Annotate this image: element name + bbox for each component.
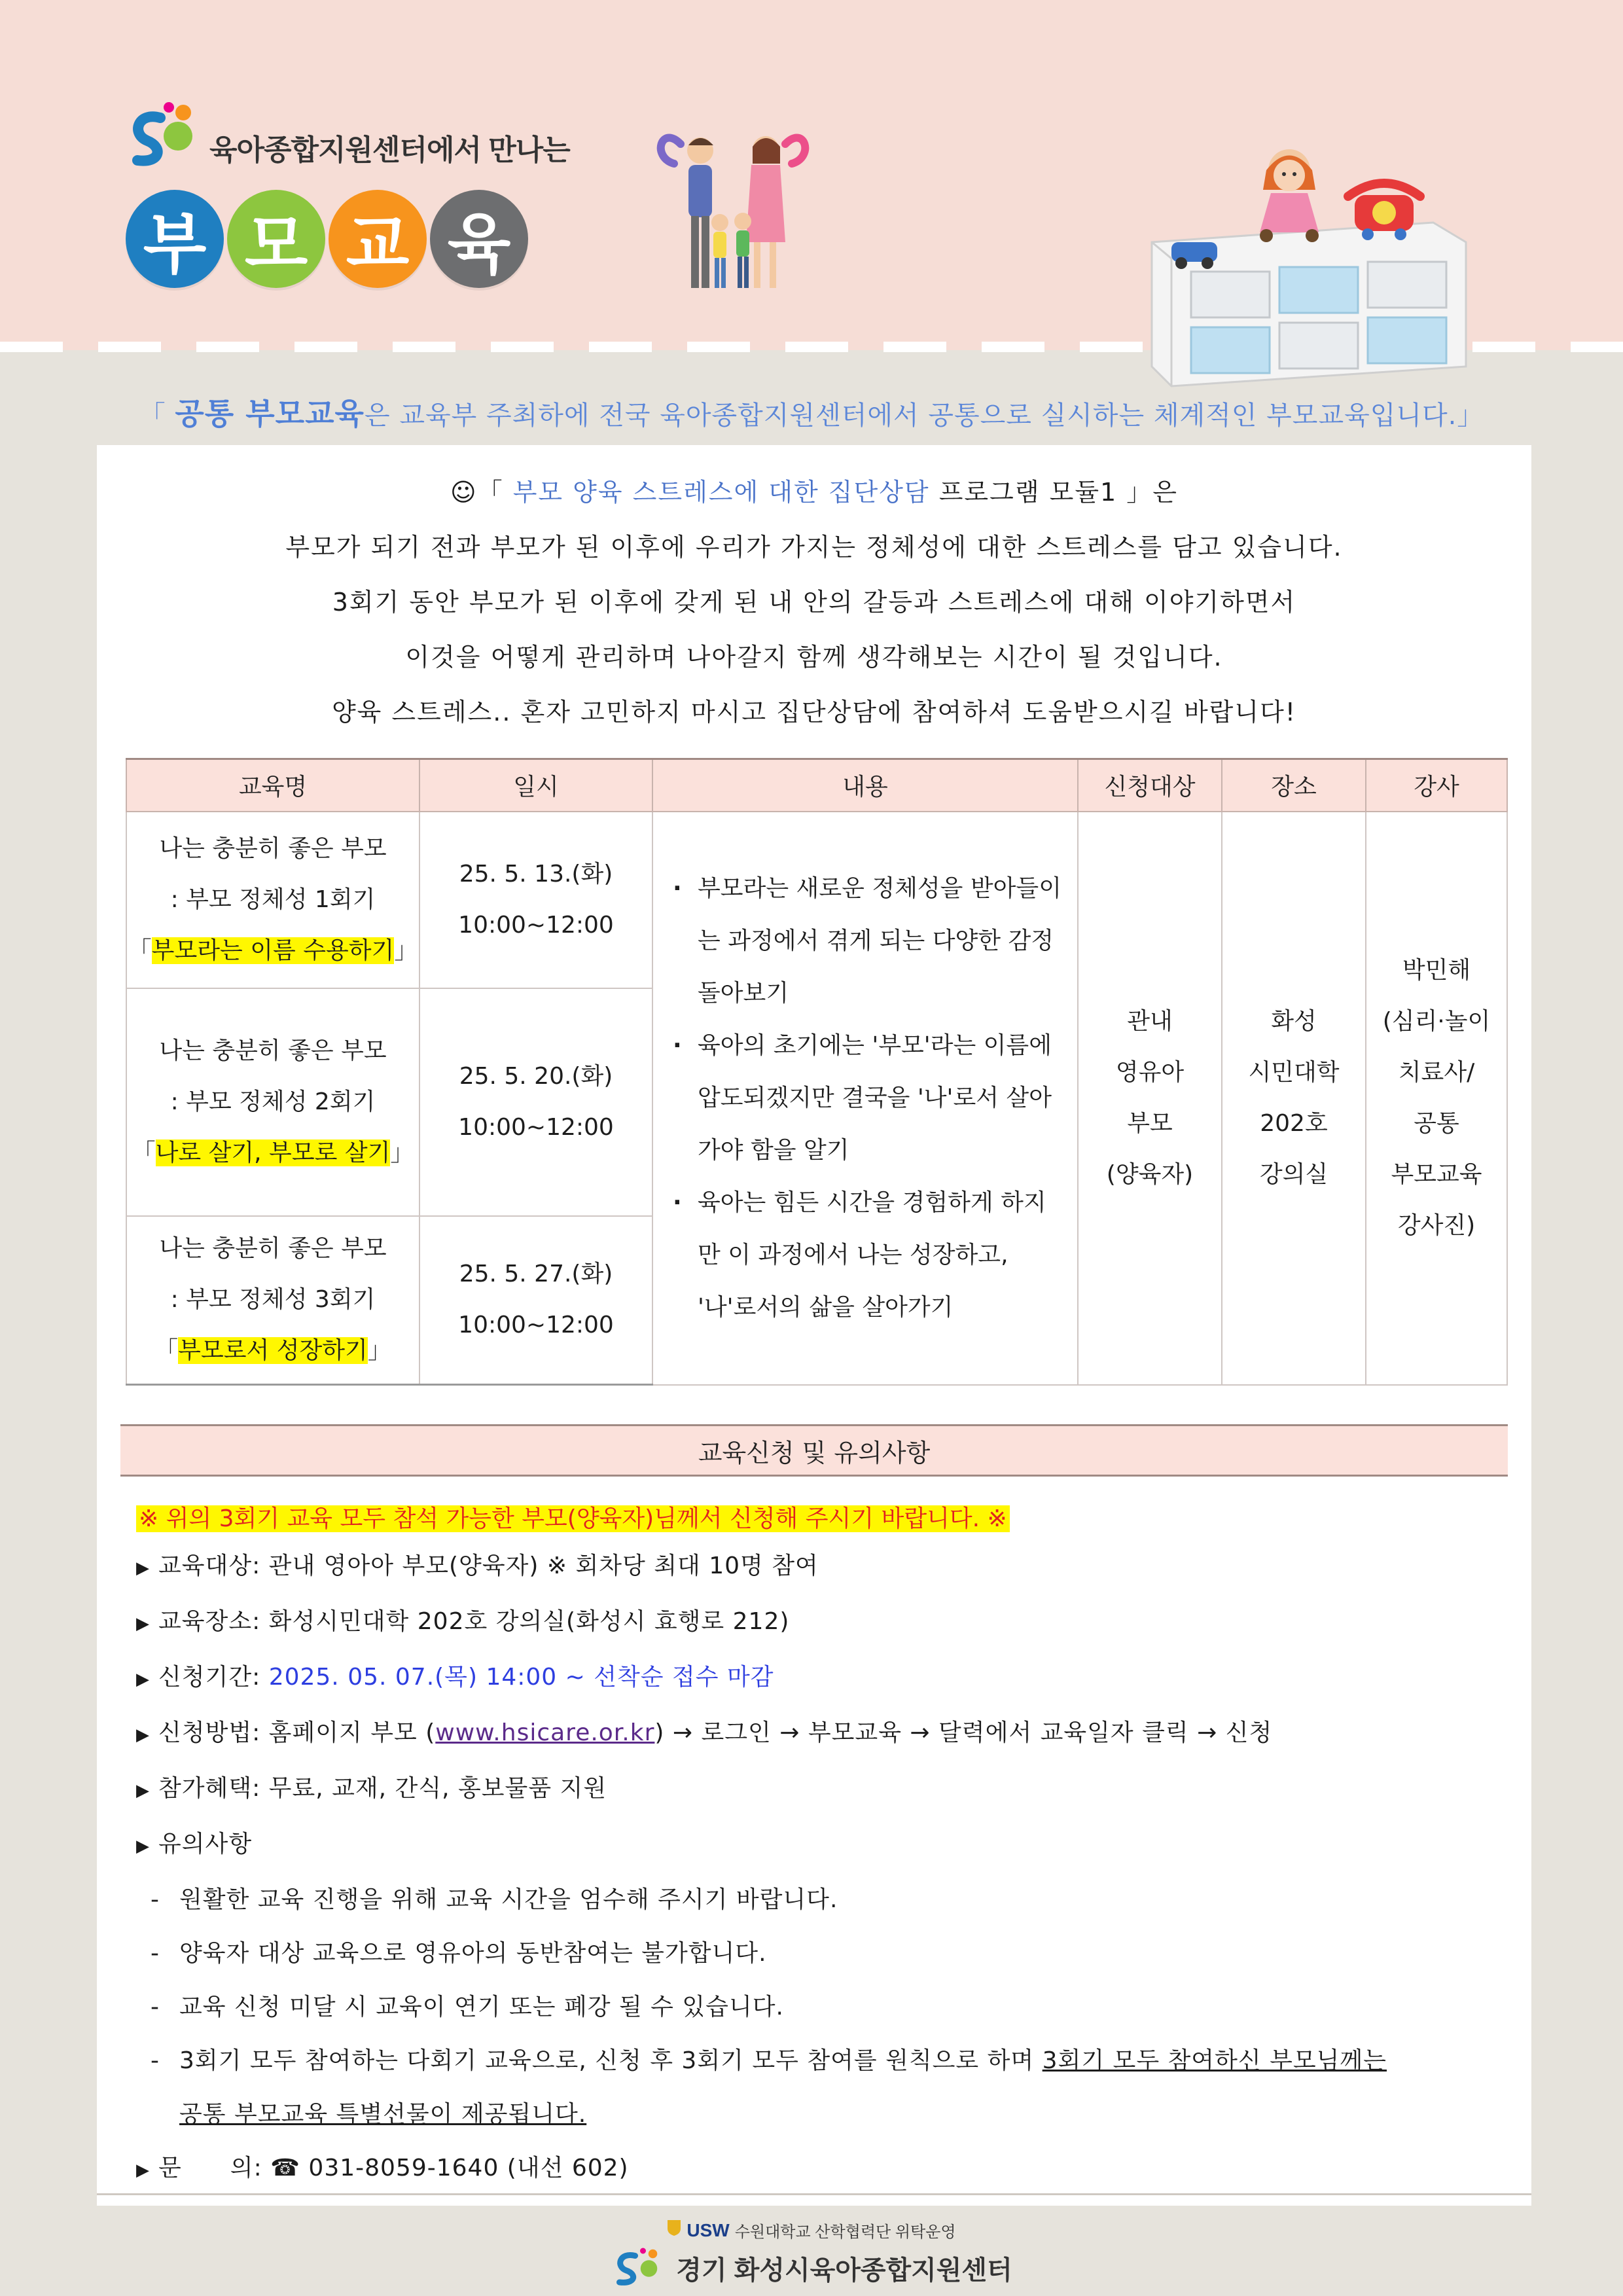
toy-shelf-illustration [1132, 144, 1472, 395]
instructor-line: 박민해 [1402, 956, 1471, 984]
session-name-cell [126, 812, 419, 988]
note-text: 3회기 모두 참여하는 다회기 교육으로, 신청 후 3회기 모두 참여를 원칙으로 하며 [179, 2047, 1043, 2074]
header-band [0, 0, 1623, 350]
place-line: 시민대학 [1248, 1058, 1340, 1086]
session-highlight: 부모로서 성장하기 [178, 1337, 368, 1365]
intro-open: 「 [139, 401, 175, 431]
session-subtitle [127, 925, 419, 977]
table-row [126, 812, 1507, 988]
instructor-line: (심리·놀이 [1382, 1007, 1491, 1035]
content-item: · 육아의 초기에는 '부모'라는 이름에 압도되겠지만 결국을 '나'로서 살아가야 함을 알기 [670, 1020, 1063, 1177]
column-header-date: 일시 [419, 759, 652, 812]
lead-line-1 [97, 465, 1531, 520]
bullet-triangle-icon: ▶ [136, 1725, 150, 1745]
session-highlight: 부모라는 이름 수용하기 [151, 937, 395, 964]
session-name-line: 나는 충분히 좋은 부모 [159, 1235, 387, 1263]
header-subtitle: 육아종합지원센터에서 만나는 [209, 134, 570, 166]
note-text: 양육자 대상 교육으로 영유아의 동반참여는 불가합니다. [179, 1940, 767, 1967]
session-date: 25. 5. 20.(화) [459, 1062, 613, 1090]
note-item: - 양육자 대상 교육으로 영유아의 동반참여는 불가합니다. [151, 1940, 767, 1967]
instructor-line: 부모교육 [1391, 1160, 1482, 1188]
family-illustration [654, 118, 812, 304]
info-label: 문 의 [158, 2155, 254, 2181]
info-place [136, 1595, 1504, 1651]
bracket-open: 「 [132, 1139, 156, 1166]
info-contact [136, 2142, 1504, 2197]
info-label: 유의사항 [158, 1831, 253, 1857]
footer-affiliation [0, 2219, 1623, 2242]
warning-text: ※ 위의 3회기 교육 모두 참석 가능한 부모(양육자)님께서 신청해 주시기 바랍니다. ※ [136, 1505, 1010, 1532]
footer [0, 2219, 1623, 2289]
center-logo-icon [611, 2247, 669, 2289]
info-period [136, 1651, 1504, 1706]
target-line: 부모 [1127, 1109, 1173, 1137]
title-char-3: 교 [329, 190, 427, 288]
session-subtitle [127, 1128, 419, 1179]
bracket-close: 」 [390, 1139, 414, 1166]
bracket-close: 」 [367, 1337, 391, 1365]
lead-line-1-suffix: 프로그램 모듈1 」은 [929, 478, 1179, 507]
session-time: 10:00~12:00 [458, 1312, 614, 1339]
column-header-target: 신청대상 [1078, 759, 1222, 812]
info-value: : 무료, 교재, 간식, 홍보물품 지원 [252, 1775, 607, 1802]
title-char-4: 육 [430, 190, 528, 288]
lead-line-5: 양육 스트레스.. 혼자 고민하지 마시고 집단상담에 참여하셔 도움받으시길 바랍니다! [331, 698, 1297, 726]
university-shield-icon [667, 2219, 681, 2241]
session-name-cell [126, 1216, 419, 1385]
session-date: 25. 5. 27.(화) [459, 1261, 613, 1288]
bullet-triangle-icon: ▶ [136, 2161, 150, 2180]
brand-row [124, 98, 570, 170]
bullet-triangle-icon: ▶ [136, 1670, 150, 1689]
bullet-triangle-icon: ▶ [136, 1558, 150, 1578]
program-title: 부모 양육 스트레스에 대한 집단상담 [512, 478, 930, 507]
main-card [97, 445, 1531, 2206]
info-benefit [136, 1762, 1504, 1818]
session-time: 10:00~12:00 [458, 1113, 614, 1141]
instructor-line: 강사진) [1397, 1211, 1476, 1239]
info-label: 교육대상 [158, 1552, 253, 1579]
session-date: 25. 5. 13.(화) [459, 860, 613, 888]
lead-line-1-prefix: ☺「 [450, 478, 513, 507]
bullet-triangle-icon: ▶ [136, 1781, 150, 1801]
instructor-line: 공통 [1414, 1109, 1459, 1137]
header-title [126, 190, 531, 288]
bracket-open: 「 [154, 1337, 179, 1365]
section-title: 교육신청 및 유의사항 [120, 1424, 1508, 1477]
content-item: · 부모라는 새로운 정체성을 받아들이는 과정에서 겪게 되는 다양한 감정 돌아보기 [670, 863, 1063, 1020]
note-item: - 3회기 모두 참여하는 다회기 교육으로, 신청 후 3회기 모두 참여를 원칙으로 하며 3회기 모두 참여하신 부모님께는 [151, 2047, 1387, 2074]
info-method [136, 1706, 1504, 1762]
note-underlined-text: 공통 부모교육 특별선물이 제공됩니다. [179, 2101, 587, 2128]
session-highlight: 나로 살기, 부모로 살기 [155, 1139, 391, 1166]
note-text: 교육 신청 미달 시 교육이 연기 또는 폐강 될 수 있습니다. [179, 1994, 784, 2020]
info-value: ) → 로그인 → 부모교육 → 달력에서 교육일자 클릭 → 신청 [654, 1719, 1273, 1746]
note-item: - 교육 신청 미달 시 교육이 연기 또는 폐강 될 수 있습니다. [151, 1994, 784, 2020]
session-name-line: : 부모 정체성 1회기 [170, 886, 376, 913]
session-datetime-cell [419, 812, 652, 988]
card-divider [97, 2193, 1531, 2195]
session-name-line: 나는 충분히 좋은 부모 [159, 834, 387, 862]
column-header-name: 교육명 [126, 759, 419, 812]
info-value: : 홈페이지 부모 ( [252, 1719, 436, 1746]
info-label: 참가혜택 [158, 1775, 253, 1802]
homepage-link[interactable]: www.hsicare.or.kr [435, 1719, 655, 1746]
session-time: 10:00~12:00 [458, 911, 614, 939]
info-value: : 관내 영아아 부모(양육자) ※ 회차당 최대 10명 참여 [252, 1552, 819, 1579]
info-value: : ☎ 031-8059-1640 (내선 602) [253, 2155, 629, 2181]
info-value: 2025. 05. 07.(목) 14:00 ~ 선착순 접수 마감 [268, 1664, 774, 1691]
info-target [136, 1539, 1504, 1595]
center-logo-icon [124, 98, 203, 170]
session-name-line: : 부모 정체성 3회기 [170, 1286, 376, 1314]
target-line: (양육자) [1106, 1160, 1194, 1188]
instructor-line: 치료사/ [1398, 1058, 1475, 1086]
schedule-table [126, 758, 1508, 1386]
lead-line-2: 부모가 되기 전과 부모가 된 이후에 우리가 가지는 정체성에 대한 스트레스를 담고 있습니다. [285, 533, 1343, 562]
bracket-close: 」 [394, 937, 418, 964]
content-cell [652, 812, 1078, 1385]
column-header-place: 장소 [1222, 759, 1366, 812]
bullet-triangle-icon: ▶ [136, 1614, 150, 1634]
intro-rest: 은 교육부 주최하에 전국 육아종합지원센터에서 공통으로 실시하는 체계적인 부모교육입니다.」 [364, 401, 1484, 431]
info-label: 신청기간 [158, 1664, 253, 1691]
place-line: 강의실 [1259, 1160, 1329, 1188]
footer-center [0, 2247, 1623, 2289]
intro-highlight: 공통 부모교육 [175, 396, 365, 431]
session-name-line: 나는 충분히 좋은 부모 [159, 1037, 387, 1064]
info-notes-heading [136, 1818, 1504, 1873]
place-cell [1222, 812, 1366, 1385]
lead-line-4: 이것을 어떻게 관리하며 나아갈지 함께 생각해보는 시간이 될 것입니다. [405, 643, 1223, 672]
place-line: 202호 [1260, 1109, 1328, 1137]
title-char-2: 모 [227, 190, 325, 288]
session-subtitle [127, 1325, 419, 1376]
column-header-content: 내용 [652, 759, 1078, 812]
target-line: 관내 [1127, 1007, 1173, 1035]
instructor-cell [1366, 812, 1507, 1385]
session-datetime-cell [419, 988, 652, 1216]
info-value: : 화성시민대학 202호 강의실(화성시 효행로 212) [252, 1608, 790, 1635]
info-label: 신청방법 [158, 1719, 253, 1746]
affiliation-text: 수원대학교 산학협력단 위탁운영 [734, 2223, 956, 2241]
note-text: 원활한 교육 진행을 위해 교육 시간을 엄수해 주시기 바랍니다. [179, 1886, 838, 1913]
table-header-row [126, 759, 1507, 812]
bracket-open: 「 [128, 937, 152, 964]
note-underlined-text: 3회기 모두 참여하신 부모님께는 [1042, 2047, 1387, 2074]
center-name: 경기 화성시육아종합지원센터 [676, 2255, 1012, 2285]
program-description [97, 465, 1531, 740]
session-name-cell [126, 988, 419, 1216]
note-item: - 원활한 교육 진행을 위해 교육 시간을 엄수해 주시기 바랍니다. [151, 1886, 838, 1913]
intro-statement [0, 390, 1623, 433]
target-cell [1078, 812, 1222, 1385]
info-colon: : [252, 1664, 269, 1691]
warning-line [136, 1499, 1504, 1539]
session-datetime-cell [419, 1216, 652, 1385]
column-header-instructor: 강사 [1366, 759, 1507, 812]
note-item-continued [136, 2088, 1504, 2142]
session-name-line: : 부모 정체성 2회기 [170, 1088, 376, 1115]
usw-logo-text: USW [687, 2219, 730, 2240]
place-line: 화성 [1271, 1007, 1317, 1035]
target-line: 영유아 [1115, 1058, 1185, 1086]
bullet-triangle-icon: ▶ [136, 1837, 150, 1856]
notice-area [136, 1499, 1504, 2197]
info-label: 교육장소 [158, 1608, 253, 1635]
lead-line-3: 3회기 동안 부모가 된 이후에 갖게 된 내 안의 갈등과 스트레스에 대해 이야기하면서 [332, 588, 1296, 617]
title-char-1: 부 [126, 190, 224, 288]
content-item: · 육아는 힘든 시간을 경험하게 하지만 이 과정에서 나는 성장하고, '나'로서의 삶을 살아가기 [670, 1177, 1063, 1334]
